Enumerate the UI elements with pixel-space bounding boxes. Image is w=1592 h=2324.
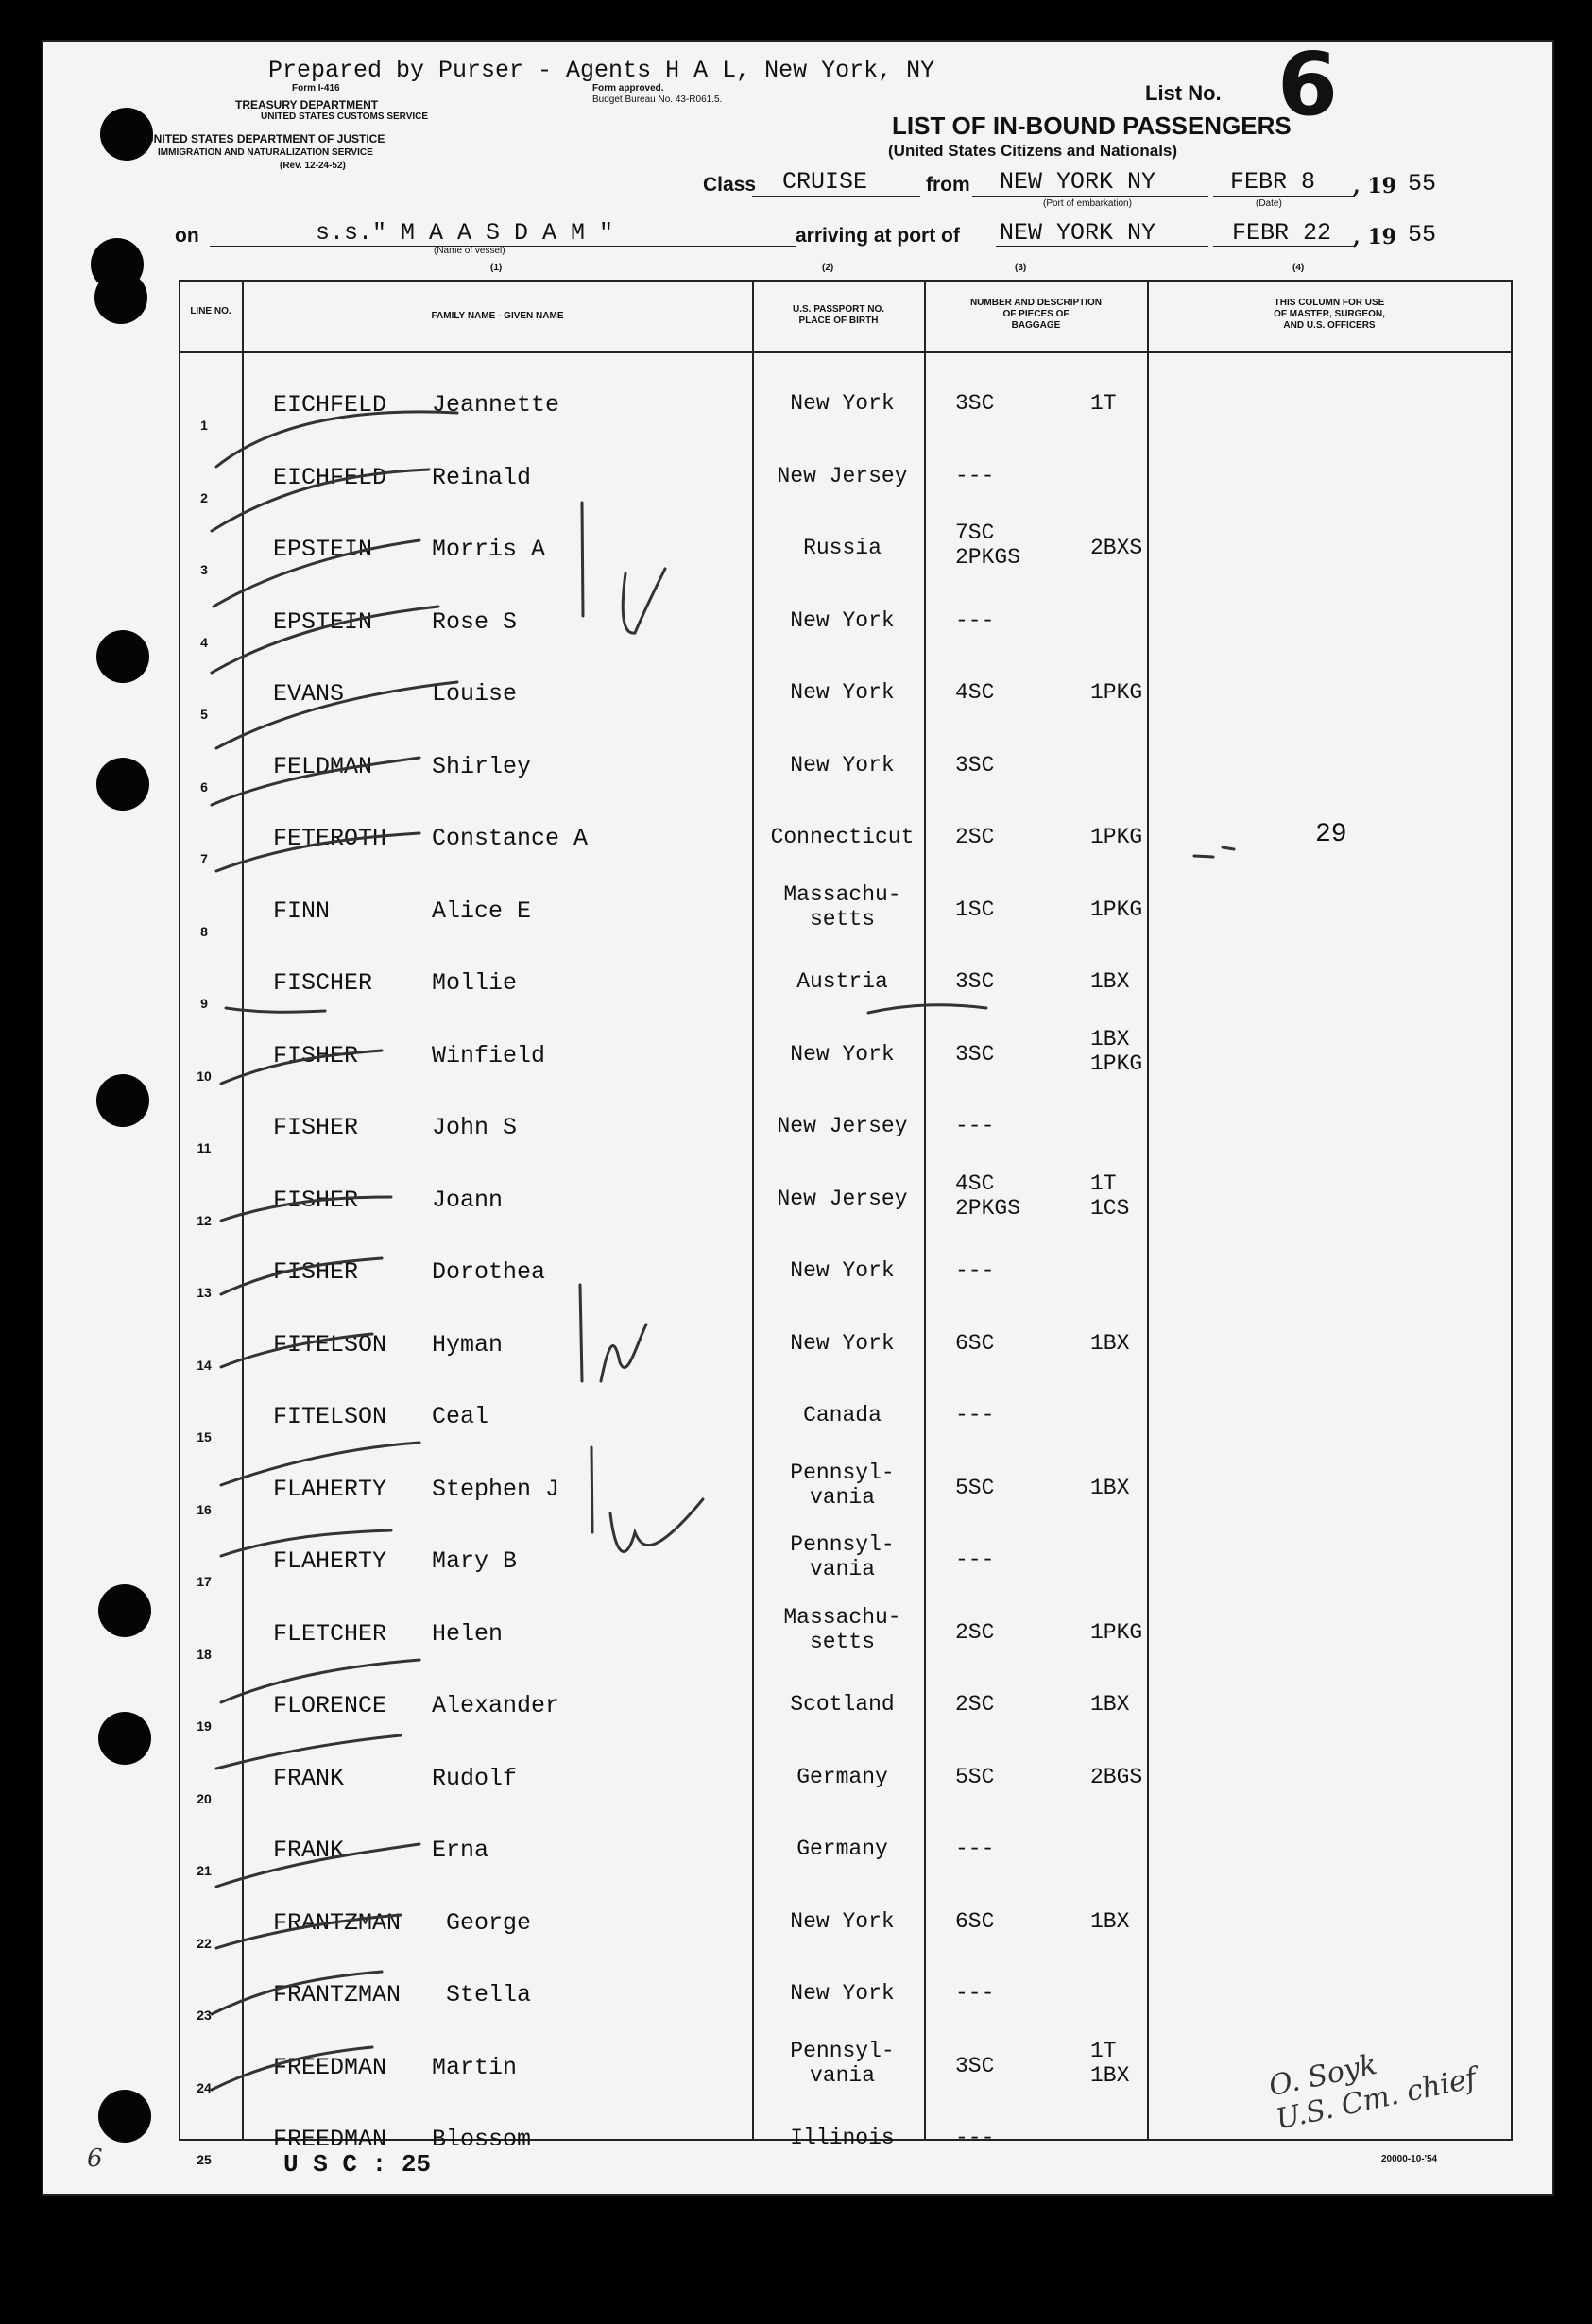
given-name: Dorothea [432,1258,546,1286]
line-number: 9 [200,996,208,1011]
given-name: Alice E [432,897,532,925]
baggage-count: --- [955,1114,995,1138]
departure-year: 55 [1408,170,1437,197]
given-name: Rudolf [432,1764,518,1792]
given-name: Rose S [432,607,518,636]
year-prefix: , 19 [1353,225,1396,249]
baggage-count: 1SC [955,897,995,922]
family-name: FRANTZMAN [273,1908,402,1937]
line-number: 16 [197,1501,212,1517]
place-of-birth: New York [790,391,895,416]
given-name: George [446,1908,532,1937]
punch-hole [98,2090,151,2143]
line-number: 5 [200,707,208,722]
place-of-birth: Austria [796,969,888,994]
place-of-birth: New Jersey [777,463,908,488]
given-name: Mollie [432,969,518,997]
line-number: 24 [197,2079,212,2095]
line-number: 17 [197,1574,212,1589]
arrival-port: NEW YORK NY [1000,219,1156,247]
family-name: FISHER [273,1186,359,1214]
col-header-baggage-line: NUMBER AND DESCRIPTION [969,298,1103,308]
punch-hole [96,630,149,683]
family-name: FLAHERTY [273,1547,387,1575]
given-name: Jeannette [432,391,560,419]
given-name: Stella [446,1981,532,2008]
column-number: (2) [822,263,834,273]
place-of-birth: Scotland [790,1692,895,1717]
line-number: 23 [197,2008,212,2023]
baggage-count: --- [955,1258,995,1283]
place-of-birth: Russia [803,536,882,560]
given-name: Shirley [432,752,532,780]
col-header-officers-line: AND U.S. OFFICERS [1283,320,1376,331]
baggage-count: 2SC [955,1619,995,1645]
place-of-birth: New York [790,680,895,705]
form-number: Form I-416 [292,83,340,94]
baggage-description: 2BXS [1090,536,1143,560]
family-name: FRANTZMAN [273,1981,402,2008]
baggage-count: --- [955,1547,995,1572]
baggage-count: 2SC [955,825,995,849]
given-name: Winfield [432,1041,546,1069]
line-number: 12 [197,1212,212,1228]
baggage-count: 4SC 2PKGS [955,1171,1021,1221]
line-number: 6 [200,778,208,795]
baggage-description: 1BX [1090,969,1130,994]
date-caption: (Date) [1256,198,1282,209]
baggage-description: 1BX [1090,1908,1130,1934]
given-name: Stephen J [432,1475,560,1503]
punch-hole [96,1074,149,1127]
given-name: Alexander [432,1692,560,1719]
family-name: FREEDMAN [273,2126,387,2153]
given-name: Martin [432,2053,518,2081]
place-of-birth: New York [790,1908,895,1934]
place-of-birth: Connecticut [770,825,915,849]
customs-service: UNITED STATES CUSTOMS SERVICE [261,111,429,122]
family-name: FREEDMAN [273,2053,387,2081]
vessel-caption: (Name of vessel) [434,246,505,256]
baggage-description: 1PKG [1090,680,1143,705]
place-of-birth: New Jersey [777,1114,908,1138]
family-name: EICHFELD [273,463,387,491]
form-approved: Form approved. [592,83,664,94]
line-number: 25 [197,2152,212,2167]
given-name: Reinald [432,463,532,491]
col-header-passport-line: PLACE OF BIRTH [798,316,879,326]
list-title: LIST OF IN-BOUND PASSENGERS [892,111,1292,140]
family-name: FINN [273,897,331,925]
place-of-birth: Pennsyl- vania [790,1460,895,1510]
from-label: from [926,174,970,196]
family-name: EPSTEIN [273,607,373,636]
on-label: on [175,225,199,247]
baggage-count: 7SC 2PKGS [955,521,1021,570]
prepared-by: Prepared by Purser - Agents H A L, New York, NY [268,57,935,84]
port-embark-caption: (Port of embarkation) [1043,198,1132,209]
given-name: Morris A [432,536,546,563]
arrival-year: 55 [1408,221,1437,248]
baggage-description: 1PKG [1090,1619,1143,1645]
line-number: 7 [200,851,208,866]
given-name: John S [432,1114,518,1141]
baggage-description: 1BX [1090,1475,1130,1500]
baggage-count: 5SC [955,1764,995,1789]
place-of-birth: New York [790,752,895,778]
baggage-description: 1T 1BX [1090,2038,1130,2088]
list-subtitle: (United States Citizens and Nationals) [888,142,1178,160]
family-name: FITELSON [273,1330,387,1359]
place-of-birth: Canada [803,1403,882,1427]
col-header-line-no: LINE NO. [190,306,231,316]
family-name: FISHER [273,1114,359,1141]
col-header-baggage [925,298,1147,332]
baggage-count: 5SC [955,1475,995,1500]
baggage-count: 3SC [955,969,995,994]
col-header-name: FAMILY NAME - GIVEN NAME [431,311,564,321]
baggage-description: 2BGS [1090,1764,1143,1789]
place-of-birth: New Jersey [777,1186,908,1211]
baggage-count: --- [955,1837,995,1861]
column-number: (4) [1292,263,1305,273]
family-name: FISHER [273,1041,359,1069]
footer-total: U S C : 25 [283,2150,432,2179]
baggage-count: 3SC [955,2053,995,2078]
punch-hole [96,758,149,811]
family-name: FITELSON [273,1403,387,1430]
class-label: Class [703,174,757,196]
baggage-count: --- [955,1403,995,1427]
column-number: (3) [1015,263,1027,273]
line-number: 13 [197,1285,212,1300]
line-number: 20 [197,1790,212,1806]
list-no-label: List No. [1145,81,1222,105]
baggage-description: 1T [1090,391,1117,416]
baggage-count: --- [955,2126,995,2150]
given-name: Mary B [432,1547,518,1575]
justice-department: UNITED STATES DEPARTMENT OF JUSTICE [146,132,385,145]
col-header-officers-line: THIS COLUMN FOR USE [1274,298,1385,308]
baggage-count: 3SC [955,1041,995,1067]
given-name: Joann [432,1186,504,1214]
baggage-count: 4SC [955,680,995,705]
col-header-passport-line: U.S. PASSPORT NO. [792,304,885,315]
officer-note: 29 [1315,820,1347,849]
print-code: 20000-10-'54 [1381,2154,1438,2164]
col-header-officers-line: OF MASTER, SURGEON, [1274,309,1385,319]
inspector-signature: O. Soyk U.S. Cm. chief [1266,2047,1480,2137]
ins-service: IMMIGRATION AND NATURALIZATION SERVICE [158,147,373,158]
baggage-description: 1T 1CS [1090,1171,1130,1221]
vessel-name: s.s." M A A S D A M " [316,219,614,247]
col-header-baggage-line: BAGGAGE [1011,320,1061,331]
baggage-count: --- [955,1981,995,2006]
baggage-count: 6SC [955,1908,995,1934]
line-number: 21 [197,1863,212,1878]
family-name: FLETCHER [273,1619,387,1648]
place-of-birth: Pennsyl- vania [790,1532,895,1581]
family-name: FRANK [273,1837,345,1864]
line-number: 22 [197,1935,212,1951]
revision-date: (Rev. 12-24-52) [280,161,346,171]
baggage-description: 1BX [1090,1330,1130,1356]
family-name: FETEROTH [273,825,387,852]
arrival-date: FEBR 22 [1232,219,1332,247]
place-of-birth: New York [790,1330,895,1356]
place-of-birth: New York [790,1258,895,1283]
baggage-count: --- [955,463,995,488]
line-number: 15 [197,1429,212,1444]
family-name: EPSTEIN [273,536,373,563]
arriving-label: arriving at port of [796,225,960,247]
given-name: Ceal [432,1403,489,1430]
place-of-birth: Pennsyl- vania [790,2038,895,2088]
punch-hole [98,1712,151,1765]
punch-hole [94,271,147,324]
line-number: 2 [200,489,208,505]
place-of-birth: New York [790,1041,895,1067]
manifest-page [42,34,1554,2196]
departure-date: FEBR 8 [1230,168,1316,196]
place-of-birth: New York [790,607,895,633]
given-name: Hyman [432,1330,504,1359]
baggage-count: 6SC [955,1330,995,1356]
col-header-passport [753,304,924,327]
family-name: FRANK [273,1764,345,1792]
place-of-birth: Germany [796,1837,888,1861]
column-number: (1) [490,263,503,273]
line-number: 1 [200,418,208,433]
baggage-description: 1BX 1PKG [1090,1026,1143,1076]
family-name: FELDMAN [273,752,373,780]
given-name: Louise [432,680,518,708]
place-of-birth: Massachu- setts [783,881,901,931]
line-number: 10 [197,1068,212,1084]
port-of-embarkation: NEW YORK NY [1000,168,1156,196]
family-name: EVANS [273,680,345,708]
line-number: 8 [200,923,208,939]
col-header-baggage-line: OF PIECES OF [1002,309,1070,319]
place-of-birth: Germany [796,1764,888,1789]
punch-hole [98,1584,151,1637]
line-number: 19 [197,1718,212,1734]
given-name: Constance A [432,825,589,852]
line-number: 14 [197,1357,212,1373]
class-value: CRUISE [782,168,868,196]
baggage-count: 2SC [955,1692,995,1717]
given-name: Helen [432,1619,504,1648]
baggage-count: 3SC [955,752,995,778]
list-number: 6 [1277,34,1339,135]
place-of-birth: Massachu- setts [783,1604,901,1654]
given-name: Blossom [432,2126,532,2153]
baggage-description: 1PKG [1090,825,1143,849]
place-of-birth: New York [790,1981,895,2006]
place-of-birth: Illinois [790,2126,895,2150]
given-name: Erna [432,1837,489,1864]
family-name: FISHER [273,1258,359,1286]
line-number: 18 [197,1646,212,1662]
line-number: 4 [200,634,208,650]
baggage-count: --- [955,607,995,633]
budget-bureau: Budget Bureau No. 43-R061.5. [592,94,723,105]
year-prefix: , 19 [1353,174,1396,198]
margin-mark: 6 [87,2145,103,2173]
line-number: 3 [200,562,208,577]
col-header-officers [1148,298,1511,332]
baggage-count: 3SC [955,391,995,416]
family-name: EICHFELD [273,391,387,419]
family-name: FLAHERTY [273,1475,387,1503]
line-number: 11 [197,1140,212,1155]
baggage-description: 1BX [1090,1692,1130,1717]
treasury-department: TREASURY DEPARTMENT [235,98,379,111]
family-name: FLORENCE [273,1692,387,1719]
baggage-description: 1PKG [1090,897,1143,922]
family-name: FISCHER [273,969,373,997]
